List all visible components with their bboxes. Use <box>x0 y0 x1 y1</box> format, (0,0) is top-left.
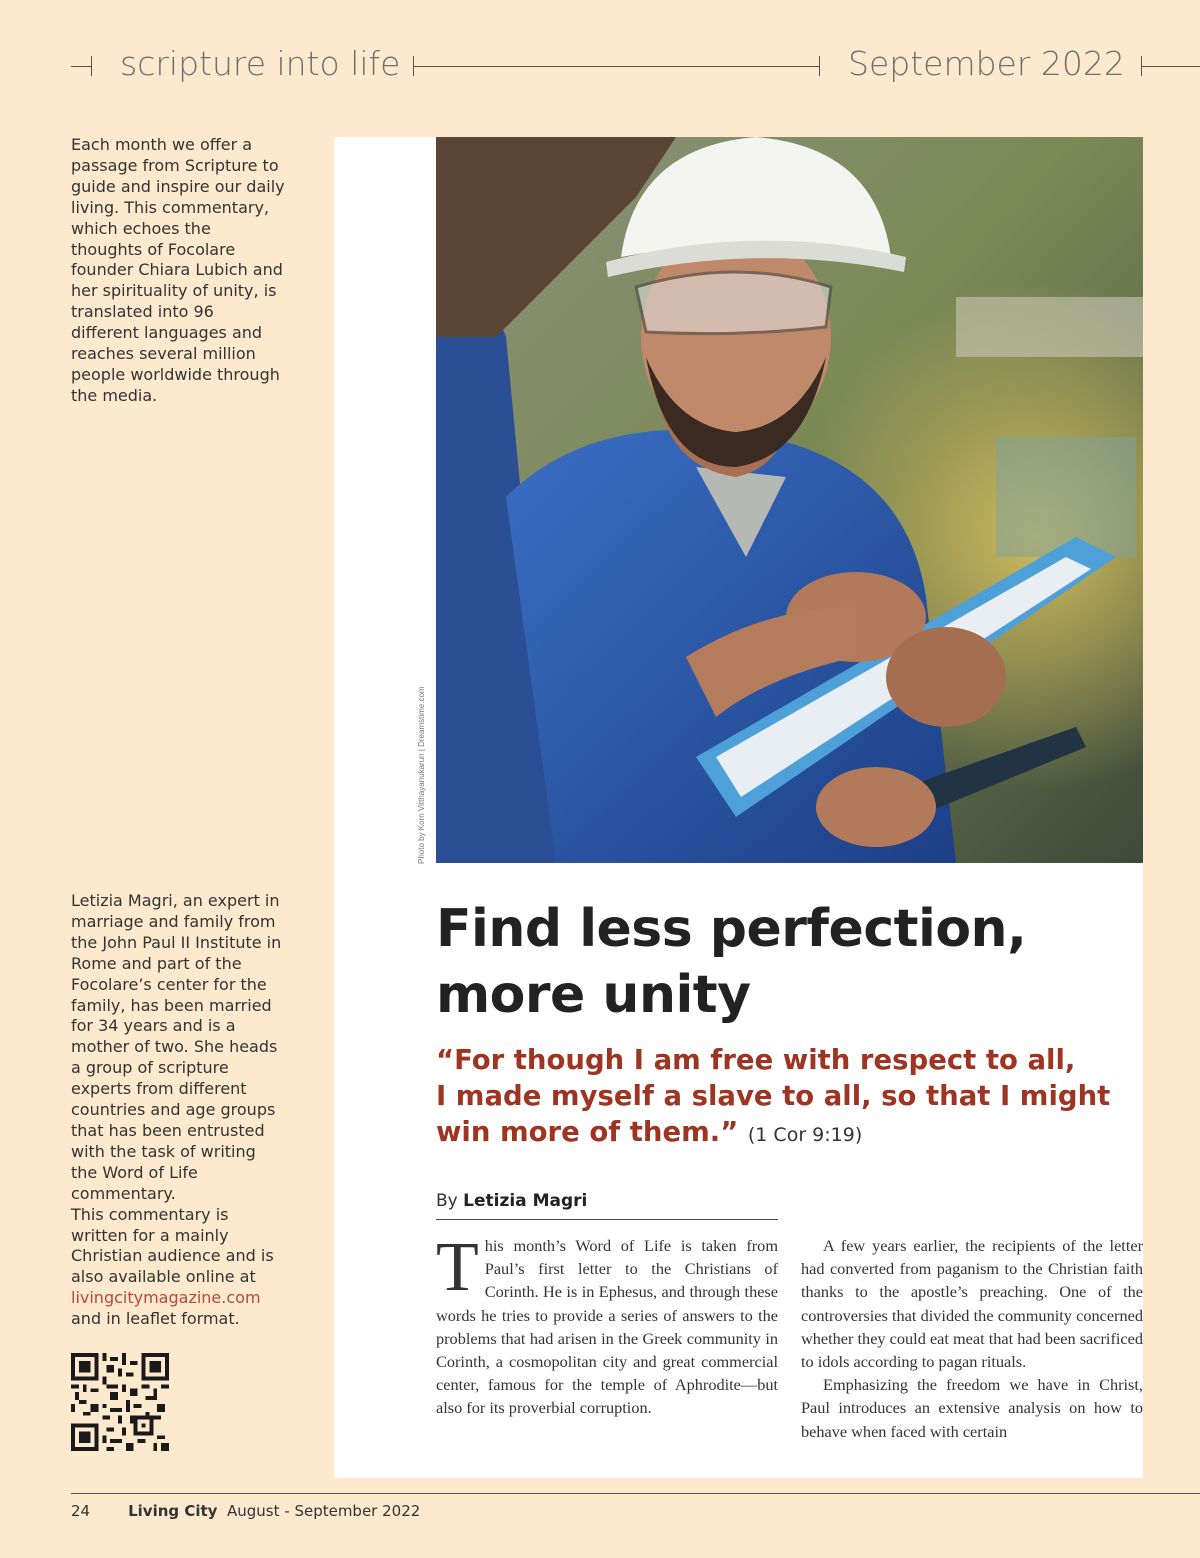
author-bio: Letizia Magri, an expert in marriage and family from the John Paul II Institute in Rome and part of the Focolare’s center for the family, has been married for 34 years and is a mother of two. She heads a group of scripture experts from different countries and age groups that has been entrusted with the task of writing the Word of Life commentary. <box>71 891 282 1203</box>
issue-date: September 2022 <box>848 44 1125 83</box>
header-tick-left <box>91 56 92 76</box>
page-number: 24 <box>71 1502 91 1520</box>
body-paragraph: Emphasizing the freedom we have in Christ, Paul introduces an extensive analysis on how to behave when faced with certain <box>801 1375 1143 1441</box>
issue-label: August - September 2022 <box>227 1502 421 1520</box>
photo-credit: Photo by Korn Vitthayanukarun | Dreamstime.com <box>417 686 426 864</box>
sidebar-intro: Each month we offer a passage from Scripture to guide and inspire our daily living. This commentary, which echoes the thoughts of Focolare founder Chiara Lubich and her spirituality of unity, is translated into 96 different languages and reaches several million people worldwide through the media. <box>71 135 285 405</box>
article-photo <box>436 137 1143 863</box>
qr-code-icon[interactable] <box>71 1353 169 1451</box>
header-rule-right <box>1141 66 1200 67</box>
availability-note: This commentary is written for a mainly Christian audience and is also available online at livingcitymagazine.com and in leaflet format. <box>71 1204 274 1329</box>
body-column-2 <box>801 1234 1143 1443</box>
section-title: scripture into life <box>120 44 401 83</box>
footer-rule <box>71 1493 1200 1494</box>
header-rule-mid <box>413 66 819 67</box>
body-paragraph: A few years earlier, the recipients of the letter had converted from paganism to the Christian faith thanks to the apostle’s preaching. One of the controversies that divided the community concerned whether they could eat meat that had been sacrificed to idols according to pagan rituals. <box>801 1236 1143 1372</box>
scripture-reference: (1 Cor 9:19) <box>747 1124 863 1146</box>
header-tick-mid-right <box>819 56 820 76</box>
article-headline: Find less perfection, more unity <box>436 899 1027 1025</box>
magazine-name: Living City <box>128 1502 218 1520</box>
body-paragraph: his month’s Word of Life is taken from Paul’s first letter to the Christians of Corinth. He is in Ephesus, and through these words he tries to provide a series of answers to the problems that had arisen in the Greek community in Corinth, a cosmopolitan city and great commercial center, famous for the temple of Aphrodite—but also for its proverbial corruption. <box>436 1236 778 1418</box>
drop-cap: T <box>436 1229 479 1306</box>
author-name: Letizia Magri <box>463 1191 588 1211</box>
footer <box>71 1502 420 1520</box>
body-column-1 <box>436 1229 778 1420</box>
sidebar-bio-block <box>71 891 285 1330</box>
scripture-quote: “For though I am free with respect to all, I made myself a slave to all, so that I might win more of them.” (1 Cor 9:19) <box>436 1044 1111 1148</box>
byline: By Letizia Magri <box>436 1191 588 1211</box>
byline-rule <box>436 1219 778 1220</box>
header-rule-left <box>71 66 91 67</box>
website-link[interactable]: livingcitymagazine.com <box>71 1288 261 1308</box>
